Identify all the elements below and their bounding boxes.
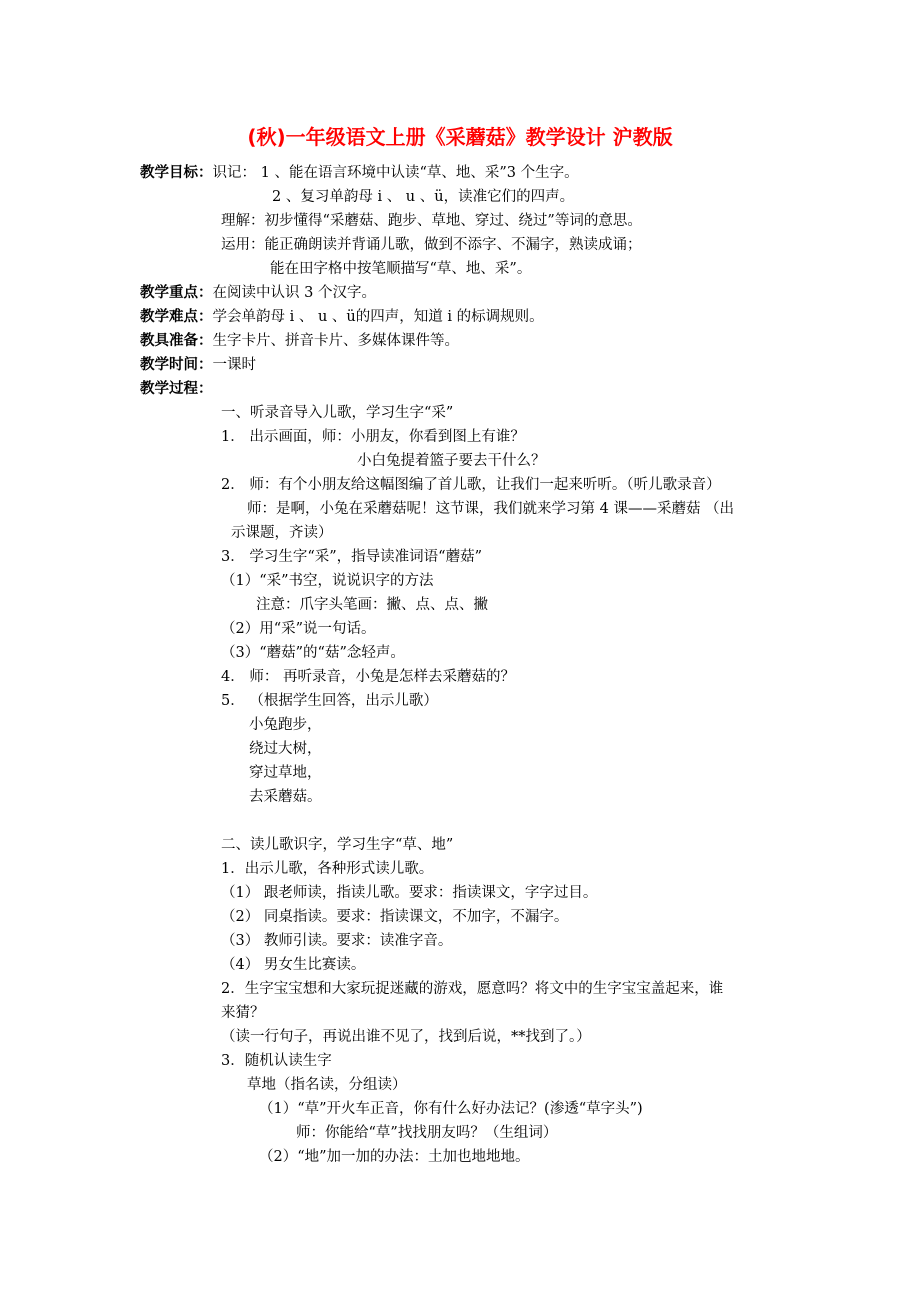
body-line: 草地（指名读，分组读）: [247, 1077, 407, 1093]
materials-text: 生字卡片、拼音卡片、多媒体课件等。: [212, 333, 459, 349]
difficulty-text: 学会单韵母 i 、 u 、ü的四声，知道 i 的标调规则。: [212, 309, 544, 325]
body-line: 5． （根据学生回答，出示儿歌）: [221, 693, 438, 709]
time-text: 一课时: [212, 357, 256, 373]
objectives-line: 能在田字格中按笔顺描写“草、地、采”。: [270, 261, 532, 277]
body-line: （1） 跟老师读，指读儿歌。要求：指读课文，字字过目。: [221, 885, 598, 901]
body-line: 师：你能给“草”找找朋友吗？（生组词）: [296, 1125, 558, 1141]
objectives-text: 识记： 1 、能在语言环境中认读“草、地、采”3 个生字。: [212, 165, 579, 181]
body-line: （1）“草”开火车正音，你有什么好办法记？(渗透“草字头”): [259, 1101, 643, 1117]
process-label: 教学过程：: [140, 381, 213, 397]
objectives-line: 2 、复习单韵母 i 、 u 、ü，读准它们的四声。: [272, 189, 575, 205]
body-line: （3）“蘑菇”的“菇”念轻声。: [221, 645, 405, 661]
body-line: 注意：爪字头笔画：撇、点、点、撇: [256, 597, 488, 613]
body-line: 小白兔提着篮子要去干什么？: [357, 453, 546, 469]
objectives-label: 教学目标：: [140, 165, 213, 181]
key-point-text: 在阅读中认识 3 个汉字。: [212, 285, 376, 301]
materials-line: [140, 331, 459, 351]
body-line: 3． 学习生字“采”，指导读准词语“蘑菇”: [221, 549, 482, 565]
body-line: 1．出示儿歌，各种形式读儿歌。: [221, 861, 434, 877]
difficulty-line: [140, 307, 544, 327]
key-point-line: [140, 283, 376, 303]
difficulty-label: 教学难点：: [140, 309, 213, 325]
time-line: [140, 355, 256, 375]
body-line: 3．随机认读生字: [221, 1053, 332, 1069]
body-line: （2）用“采”说一句话。: [221, 621, 376, 637]
body-line: （2）“地”加一加的办法：土加也地地地。: [259, 1149, 530, 1165]
body-line: 2． 师：有个小朋友给这幅图编了首儿歌，让我们一起来听听。（听儿歌录音）: [221, 477, 721, 493]
poem-line: 去采蘑菇。: [249, 789, 322, 805]
body-line: 4． 师： 再听录音，小兔是怎样去采蘑菇的？: [221, 669, 515, 685]
body-line: 来猜？: [221, 1005, 265, 1021]
materials-label: 教具准备：: [140, 333, 213, 349]
poem-line: 绕过大树，: [249, 741, 322, 757]
body-line: （1）“采”书空，说说识字的方法: [221, 573, 434, 589]
body-line: （3） 教师引读。要求：读准字音。: [221, 933, 453, 949]
objectives-line: 运用：能正确朗读并背诵儿歌，做到不添字、不漏字，熟读成诵；: [221, 237, 642, 253]
key-point-label: 教学重点：: [140, 285, 213, 301]
body-line: （2） 同桌指读。要求：指读课文，不加字，不漏字。: [221, 909, 569, 925]
objectives-line: [140, 163, 579, 183]
section-heading: 一、听录音导入儿歌，学习生字“采”: [221, 405, 454, 421]
objectives-line: 理解：初步懂得“采蘑菇、跑步、草地、穿过、绕过”等词的意思。: [221, 213, 642, 229]
body-line: 2．生字宝宝想和大家玩捉迷藏的游戏，愿意吗？将文中的生字宝宝盖起来，谁: [221, 981, 724, 997]
time-label: 教学时间：: [140, 357, 213, 373]
body-line: 1． 出示画面，师：小朋友，你看到图上有谁？: [221, 429, 525, 445]
section-heading: 二、读儿歌识字，学习生字“草、地”: [221, 837, 454, 853]
body-line: （读一行句子，再说出谁不见了，找到后说，**找到了。）: [221, 1029, 591, 1045]
body-line: 示课题，齐读）: [231, 525, 333, 541]
document-title: (秋)一年级语文上册《采蘑菇》教学设计 沪教版: [247, 125, 673, 149]
process-line: [140, 379, 213, 399]
poem-line: 小兔跑步，: [249, 717, 322, 733]
poem-line: 穿过草地，: [249, 765, 322, 781]
body-line: （4） 男女生比赛读。: [221, 957, 366, 973]
body-line: 师：是啊，小兔在采蘑菇呢！这节课，我们就来学习第 4 课——采蘑菇 （出: [247, 501, 735, 517]
